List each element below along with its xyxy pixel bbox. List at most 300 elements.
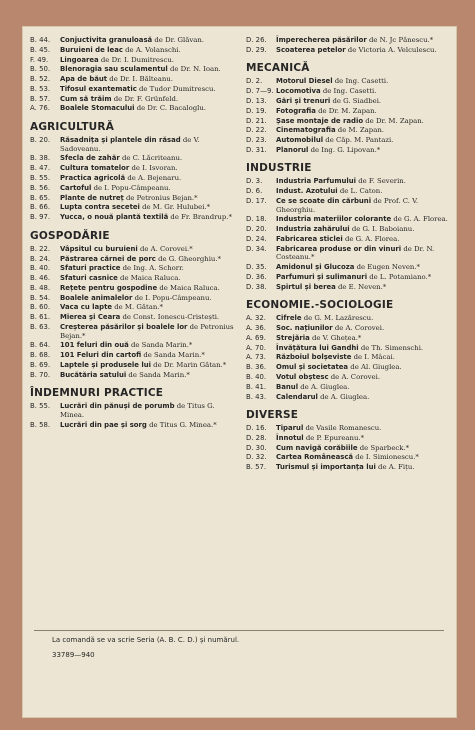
entry-code: D. 36. (246, 272, 267, 281)
entry-author: de I. Isvoran. (129, 164, 178, 173)
entry-author: de Dr. N. Costeanu.* (276, 244, 435, 262)
entry-title: Laptele și produsele lui (60, 360, 151, 369)
section-heading: DIVERSE (246, 409, 299, 422)
entry-text (276, 117, 454, 126)
entry-title: Mierea și Ceara (60, 313, 121, 322)
right-column (246, 36, 454, 473)
catalog-entry (246, 117, 454, 126)
entry-code: D. 19. (246, 106, 267, 115)
footer-divider (34, 630, 444, 631)
catalog-entry (246, 393, 454, 402)
entry-title: Sfecla de zahăr (60, 154, 120, 163)
entry-text (60, 46, 238, 55)
catalog-entry (30, 164, 238, 173)
entry-text (276, 77, 454, 86)
entry-author: de Dr. Glăvan. (152, 36, 204, 44)
entry-text (60, 371, 238, 380)
catalog-entry (246, 225, 454, 234)
catalog-entry (246, 444, 454, 453)
entry-author: de Titus G. Minea. (60, 402, 215, 419)
catalog-entry (30, 56, 238, 65)
entry-code: B. 97. (30, 213, 51, 222)
catalog-entry (246, 353, 454, 362)
catalog-entry (30, 371, 238, 380)
entry-author: de Ing. Casetti. (320, 87, 377, 96)
entry-author: de Sanda Marin.* (126, 370, 190, 379)
catalog-entry (246, 136, 454, 145)
catalog-entry (246, 126, 454, 135)
entry-text (60, 313, 238, 322)
catalog-entry (246, 146, 454, 155)
entry-title: Industria materiilor colorante (276, 215, 392, 224)
entry-title: Turismul și importanța lui (276, 463, 376, 472)
section-continued-0 (30, 36, 238, 113)
section-heading: MECANICĂ (246, 62, 310, 75)
entry-code: B. 69. (30, 360, 51, 369)
entry-title: Înnotul (276, 433, 304, 442)
entry-text (276, 126, 454, 135)
section-gospodarie (30, 230, 238, 380)
entry-title: Învățătura lui Gandhi (276, 343, 359, 352)
entry-title: Războiul bolșeviste (276, 353, 352, 362)
entry-text (276, 393, 454, 402)
entry-title: Rețete pentru gospodine (60, 283, 158, 292)
entry-title: Spirtul și berea (276, 282, 336, 291)
entry-code: A. 70. (246, 343, 266, 352)
catalog-entry (246, 46, 454, 55)
entry-code: D. 30. (246, 443, 267, 452)
entry-code: D. 13. (246, 96, 267, 105)
entry-author: de Fr. Brandrup.* (168, 213, 232, 222)
entry-code: D. 28. (246, 433, 267, 442)
entry-text (60, 351, 238, 360)
catalog-entry (30, 203, 238, 212)
section-mecanica (246, 62, 454, 154)
entry-author: de F. Severin. (356, 177, 406, 186)
entry-title: Gări și trenuri (276, 96, 331, 105)
entry-code: D. 35. (246, 263, 267, 272)
entry-code: B. 50. (30, 65, 51, 74)
entry-text (60, 264, 238, 273)
entry-code: B. 57. (30, 94, 51, 103)
entry-code: B. 66. (30, 203, 51, 212)
entry-author: de Maica Raluca. (157, 283, 220, 292)
catalog-entry (246, 273, 454, 282)
entry-title: Yucca, o nouă plantă textilă (60, 213, 169, 222)
entry-title: Sfaturi practice (60, 264, 121, 273)
section-heading: INDUSTRIE (246, 162, 312, 175)
entry-code: D. 3. (246, 177, 263, 186)
entry-code: B. 41. (246, 382, 267, 391)
entry-text (276, 373, 454, 382)
entry-text (60, 245, 238, 254)
entry-text (60, 203, 238, 212)
entry-text (276, 424, 454, 433)
entry-text (60, 194, 238, 203)
entry-title: Lingoarea (60, 55, 99, 64)
entry-author: de Petronius Bejan.* (60, 322, 234, 340)
entry-author: de A. Corovei. (328, 372, 381, 381)
entry-title: Vaca cu lapte (60, 303, 113, 312)
entry-author: de Vasile Romanescu. (303, 424, 382, 433)
catalog-entry (246, 263, 454, 272)
entry-title: Amidonul și Glucoza (276, 263, 355, 272)
entry-author: de Ing. A. Schorr. (120, 264, 184, 273)
entry-code: D. 21. (246, 116, 267, 125)
section-indemnuri-practice (30, 387, 238, 429)
entry-author: de Tudor Dumitrescu. (136, 84, 216, 93)
entry-code: F. 49. (30, 55, 49, 64)
catalog-entry (246, 177, 454, 186)
section-agricultura (30, 121, 238, 222)
entry-title: Cinematografia (276, 126, 336, 135)
entry-text (276, 273, 454, 282)
entry-title: Planorul (276, 145, 309, 154)
catalog-entry (246, 334, 454, 343)
entry-text (276, 453, 454, 462)
entry-author: de V. Ghețea.* (309, 333, 362, 342)
entry-author: de C. Lăcriteanu. (119, 154, 183, 163)
entry-author: de Sanda Marin.* (128, 341, 193, 350)
entry-author: de Dr. I. Dumitrescu. (98, 55, 174, 64)
entry-text (60, 213, 238, 222)
section-heading: ÎNDEMNURI PRACTICE (30, 387, 164, 400)
catalog-entry (246, 363, 454, 372)
catalog-entry (30, 313, 238, 322)
entry-title: Boalele Stomacului (60, 104, 135, 113)
catalog-entry (30, 294, 238, 303)
entry-text (276, 353, 454, 362)
catalog-entry (246, 107, 454, 116)
catalog-entry (30, 104, 238, 113)
entry-code: B. 44. (30, 36, 51, 44)
entry-author: de Dr. F. Grünfeld. (111, 94, 179, 103)
entry-text (276, 363, 454, 372)
entry-text (60, 56, 238, 65)
entry-code: D. 22. (246, 126, 267, 135)
entry-text (276, 334, 454, 343)
entry-text (60, 164, 238, 173)
entry-title: Cum să trăim (60, 94, 112, 103)
entry-author: de N. Jc Pănescu.* (366, 36, 434, 44)
entry-author: de Const. Ionescu-Cristești. (120, 313, 220, 322)
entry-text (276, 136, 454, 145)
catalog-entry (246, 434, 454, 443)
entry-code: D. 23. (246, 136, 267, 145)
entry-title: Omul și societatea (276, 363, 349, 372)
entry-author: de I. Mâcai. (351, 353, 395, 362)
entry-code: B. 40. (246, 372, 267, 381)
catalog-entry (30, 323, 238, 340)
section-diverse (246, 409, 454, 472)
order-note: La comandă se va scrie Seria (A. B. C. D.) și numărul. (52, 636, 240, 644)
catalog-entry (30, 245, 238, 254)
entry-code: D. 17. (246, 197, 267, 205)
entry-title: Indust. Azotului (276, 187, 338, 196)
entry-author: de Dr. I. Bălteanu. (107, 75, 173, 84)
catalog-entry (246, 453, 454, 462)
entry-title: Industria Parfumului (276, 177, 357, 186)
entry-title: Fotografia (276, 106, 316, 115)
entry-author: de I. Simionescu.* (353, 453, 419, 462)
entry-title: Bucătăria satului (60, 370, 127, 379)
entry-author: de M. Gătan.* (112, 303, 163, 312)
entry-title: Cultura tomatelor (60, 164, 130, 173)
entry-title: Votul obștesc (276, 372, 329, 381)
entry-author: de Dr. M. Zapan. (315, 106, 377, 115)
entry-text (276, 177, 454, 186)
catalog-entry (30, 264, 238, 273)
entry-code: A. 73. (246, 353, 266, 362)
entry-title: Ce se scoate din cărbuni (276, 197, 372, 205)
entry-code: B. 64. (30, 341, 51, 350)
section-continued-1 (246, 36, 454, 54)
entry-text (60, 361, 238, 370)
entry-text (60, 95, 238, 104)
entry-code: B. 70. (30, 370, 51, 379)
entry-text (276, 36, 454, 45)
catalog-entry (246, 77, 454, 86)
entry-code: D. 2. (246, 77, 263, 86)
entry-text (276, 107, 454, 116)
entry-title: Scoaterea petelor (276, 45, 346, 54)
entry-author: de P. Epureanu.* (303, 433, 365, 442)
entry-title: Strejăria (276, 333, 310, 342)
catalog-entry (30, 421, 238, 430)
catalog-entry (246, 344, 454, 353)
entry-text (276, 444, 454, 453)
entry-text (276, 46, 454, 55)
entry-author: de Sanda Marin.* (141, 351, 205, 360)
entry-text (60, 154, 238, 163)
catalog-entry (30, 65, 238, 74)
entry-text (60, 65, 238, 74)
entry-text (276, 235, 454, 244)
entry-author: de Th. Simenschi. (358, 343, 424, 352)
entry-author: de I. Popu-Câmpeanu. (91, 183, 171, 192)
catalog-entry (246, 187, 454, 196)
entry-title: Banul (276, 382, 299, 391)
entry-author: de Titus G. Minea.* (146, 420, 217, 429)
entry-text (276, 344, 454, 353)
entry-text (276, 187, 454, 196)
section-heading: AGRICULTURĂ (30, 121, 115, 134)
catalog-entry (30, 351, 238, 360)
entry-title: Cartea Românească (276, 453, 354, 462)
entry-title: Sfaturi casnice (60, 274, 118, 283)
entry-code: B. 45. (30, 45, 51, 54)
entry-text (276, 215, 454, 224)
catalog-entry (30, 36, 238, 45)
entry-author: de G. Siadbei. (330, 96, 382, 105)
entry-text (60, 174, 238, 183)
entry-title: Tifosul exantematic (60, 84, 137, 93)
entry-code: D. 24. (246, 234, 267, 243)
entry-title: Împerecherea păsărilor (276, 36, 367, 44)
entry-code: D. 38. (246, 282, 267, 291)
catalog-entry (246, 463, 454, 472)
entry-author: de A. Fițu. (375, 463, 415, 472)
entry-text (276, 245, 454, 262)
entry-author: de Victoria A. Velculescu. (345, 45, 437, 54)
entry-author: de Prof. C. V. Gheorghiu. (276, 197, 419, 214)
entry-author: de G. A. Florea. (342, 234, 400, 243)
entry-text (60, 104, 238, 113)
entry-title: Plante de nutreț (60, 193, 124, 202)
catalog-entry (246, 97, 454, 106)
entry-text (60, 341, 238, 350)
entry-code: B. 24. (30, 254, 51, 263)
entry-author: de M. Zapan. (335, 126, 384, 135)
catalog-page (22, 26, 457, 718)
entry-code: B. 36. (246, 363, 267, 372)
entry-title: Conjuctivita granuloasă (60, 36, 153, 44)
entry-code: D. 7—9. (246, 87, 274, 96)
catalog-entry (246, 424, 454, 433)
entry-title: Parfumuri și sulimanuri (276, 272, 368, 281)
entry-title: Creșterea păsărilor și boalele lor (60, 322, 188, 331)
entry-title: Cartoful (60, 183, 92, 192)
entry-title: Lucrări din pae și sorg (60, 420, 147, 429)
entry-text (276, 197, 454, 214)
entry-author: de Sparbeck.* (357, 443, 410, 452)
section-industrie (246, 162, 454, 291)
entry-author: de A. Giuglea. (317, 392, 370, 401)
entry-code: D. 16. (246, 424, 267, 433)
entry-author: de Căp. M. Pantazi. (323, 136, 394, 145)
entry-title: Apa de băut (60, 75, 108, 84)
entry-code: B. 22. (30, 244, 51, 253)
entry-author: de E. Neven.* (335, 282, 387, 291)
entry-title: Vâpsitul cu buruieni (60, 244, 138, 253)
entry-author: de Dr. N. Ioan. (167, 65, 221, 74)
entry-title: Industria zahărului (276, 225, 350, 234)
catalog-entry (246, 245, 454, 262)
entry-text (60, 75, 238, 84)
entry-text (276, 97, 454, 106)
entry-author: de V. Sadoveanu. (60, 136, 200, 153)
entry-title: Boalele animalelor (60, 293, 133, 302)
catalog-entry (30, 255, 238, 264)
entry-code: B. 20. (30, 136, 51, 145)
catalog-entry (246, 283, 454, 292)
section-economie-sociologie (246, 299, 454, 401)
entry-text (60, 421, 238, 430)
catalog-entry (30, 154, 238, 163)
entry-title: Cum navigă corăbiile (276, 443, 358, 452)
entry-text (60, 294, 238, 303)
entry-code: D. 26. (246, 36, 267, 44)
entry-text (276, 283, 454, 292)
entry-text (276, 87, 454, 96)
catalog-entry (246, 383, 454, 392)
entry-author: de A. Corovei. (332, 324, 385, 333)
entry-code: B. 47. (30, 164, 51, 173)
entry-code: B. 43. (246, 392, 267, 401)
entry-code: B. 53. (30, 84, 51, 93)
entry-code: D. 29. (246, 45, 267, 54)
entry-author: de L. Caton. (337, 187, 383, 196)
entry-title: Cifrele (276, 314, 302, 323)
entry-author: de Eugen Neven.* (354, 263, 420, 272)
entry-text (276, 146, 454, 155)
entry-author: de A. Giuglea. (298, 382, 350, 391)
entry-author: de Petronius Bejan.* (123, 193, 198, 202)
entry-author: de Al. Giuglea. (348, 363, 402, 372)
catalog-entry (30, 213, 238, 222)
entry-text (60, 274, 238, 283)
catalog-entry (30, 95, 238, 104)
catalog-entry (246, 235, 454, 244)
entry-code: A. 36. (246, 324, 266, 333)
entry-text (276, 434, 454, 443)
entry-author: de I. Popu-Câmpeanu. (132, 293, 212, 302)
entry-title: Tiparul (276, 424, 304, 433)
catalog-entry (30, 274, 238, 283)
entry-code: B. 60. (30, 303, 51, 312)
entry-title: Păstrarea cărnei de porc (60, 254, 156, 263)
entry-code: B. 46. (30, 274, 51, 283)
entry-text (60, 402, 238, 419)
entry-title: Practica agricolă (60, 174, 126, 182)
entry-title: Lucrări din pănuși de porumb (60, 402, 175, 411)
entry-code: A. 76. (30, 104, 50, 113)
catalog-entry (246, 197, 454, 214)
catalog-entry (30, 361, 238, 370)
entry-text (60, 255, 238, 264)
entry-code: B. 56. (30, 183, 51, 192)
catalog-entry (246, 215, 454, 224)
footer (52, 636, 239, 659)
entry-code: B. 54. (30, 293, 51, 302)
catalog-entry (30, 46, 238, 55)
entry-title: 101 Feluri din cartofi (60, 351, 142, 360)
entry-title: Lupta contra secetei (60, 203, 140, 212)
entry-code: B. 55. (30, 402, 51, 411)
entry-code: B. 58. (30, 420, 51, 429)
entry-author: de Ing. Casetti. (332, 77, 389, 86)
entry-code: D. 6. (246, 187, 263, 196)
entry-title: Blenoragia sau sculamentul (60, 65, 168, 74)
entry-title: Răsadnița și plantele din răsad (60, 136, 181, 145)
entry-text (60, 284, 238, 293)
entry-author: de A. Volanschi. (122, 45, 181, 54)
entry-text (60, 184, 238, 193)
entry-code: B. 52. (30, 75, 51, 84)
entry-text (60, 303, 238, 312)
entry-title: Automobilul (276, 136, 324, 145)
entry-title: 101 feluri din ouă (60, 341, 129, 350)
catalog-entry (30, 341, 238, 350)
catalog-entry (246, 373, 454, 382)
section-heading: ECONOMIE.-SOCIOLOGIE (246, 299, 394, 312)
entry-author: de G. Gheorghiu.* (155, 254, 221, 263)
entry-text (276, 263, 454, 272)
entry-code: B. 57. (246, 463, 267, 472)
catalog-entry (30, 184, 238, 193)
entry-text (60, 323, 238, 340)
entry-title: Fabricarea produse or din vinuri (276, 244, 402, 253)
entry-author: de A. Corovei.* (137, 244, 193, 253)
entry-text (276, 314, 454, 323)
catalog-entry (30, 303, 238, 312)
entry-author: de G. I. Baboianu. (349, 225, 415, 234)
entry-author: de Maica Raluca. (117, 274, 181, 283)
entry-code: D. 20. (246, 225, 267, 234)
catalog-entry (30, 174, 238, 183)
entry-text (276, 225, 454, 234)
entry-code: A. 69. (246, 333, 266, 342)
